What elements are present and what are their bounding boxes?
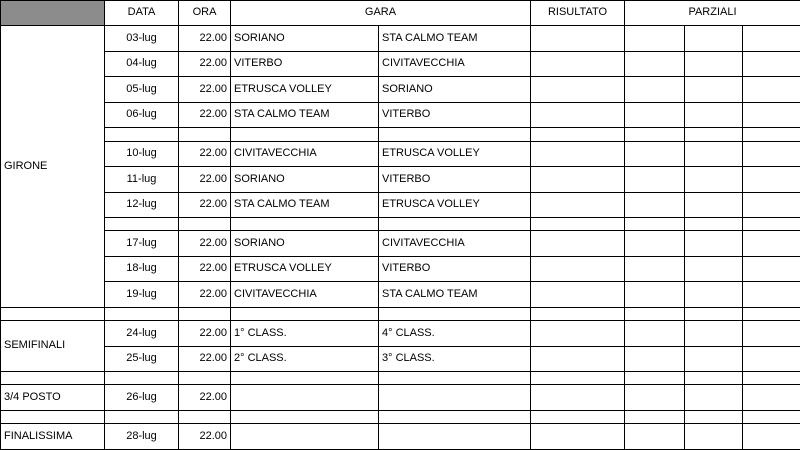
cell-parziale-1 — [625, 141, 685, 166]
table-row — [1, 77, 800, 102]
cell-team-away: CIVITAVECCHIA — [379, 231, 531, 256]
table-row — [1, 282, 800, 307]
cell-parziale-3 — [743, 51, 800, 76]
cell-team-away: VITERBO — [379, 102, 531, 127]
cell-parziale-3 — [743, 346, 800, 371]
table-row — [1, 26, 800, 51]
table-row — [1, 424, 800, 450]
cell-risultato — [531, 77, 625, 102]
cell-parziale-3 — [743, 102, 800, 127]
cell-team-home: SORIANO — [231, 167, 379, 192]
cell-team-home: CIVITAVECCHIA — [231, 141, 379, 166]
table-row — [1, 167, 800, 192]
cell-team-home: SORIANO — [231, 231, 379, 256]
cell-team-away: 3° CLASS. — [379, 346, 531, 371]
cell-data: 11-lug — [105, 167, 179, 192]
cell-parziale-3 — [743, 128, 800, 141]
cell-parziale-2 — [685, 77, 743, 102]
cell-parziale-1 — [625, 167, 685, 192]
gap-cell — [625, 307, 685, 320]
cell-risultato — [531, 256, 625, 281]
cell-team-home: ETRUSCA VOLLEY — [231, 77, 379, 102]
gap-cell — [105, 410, 179, 423]
cell-risultato — [531, 282, 625, 307]
cell-parziale-3 — [743, 231, 800, 256]
table-row — [1, 102, 800, 127]
gap-cell — [743, 410, 800, 423]
cell-ora: 22.00 — [179, 141, 231, 166]
section-gap-row — [1, 372, 800, 385]
cell-parziale-1 — [625, 51, 685, 76]
cell-ora: 22.00 — [179, 102, 231, 127]
gap-cell — [743, 307, 800, 320]
cell-parziale-3 — [743, 26, 800, 51]
cell-risultato — [531, 141, 625, 166]
cell-parziale-3 — [743, 77, 800, 102]
table-row — [1, 346, 800, 371]
cell-data: 26-lug — [105, 385, 179, 410]
table-header-row — [1, 1, 800, 26]
gap-cell — [179, 307, 231, 320]
table-row — [1, 385, 800, 410]
cell-ora: 22.00 — [179, 192, 231, 217]
cell-parziale-2 — [685, 321, 743, 346]
gap-cell — [685, 372, 743, 385]
cell-team-home — [231, 128, 379, 141]
table-row — [1, 256, 800, 281]
cell-team-away — [379, 128, 531, 141]
cell-data — [105, 128, 179, 141]
cell-parziale-2 — [685, 346, 743, 371]
cell-team-away: VITERBO — [379, 256, 531, 281]
cell-risultato — [531, 167, 625, 192]
gap-cell — [179, 372, 231, 385]
cell-team-home: 1° CLASS. — [231, 321, 379, 346]
cell-risultato — [531, 51, 625, 76]
cell-ora: 22.00 — [179, 385, 231, 410]
cell-parziale-2 — [685, 231, 743, 256]
cell-parziale-1 — [625, 26, 685, 51]
cell-parziale-2 — [685, 256, 743, 281]
table-row — [1, 141, 800, 166]
cell-risultato — [531, 321, 625, 346]
cell-parziale-1 — [625, 282, 685, 307]
cell-team-home — [231, 385, 379, 410]
cell-team-away: STA CALMO TEAM — [379, 26, 531, 51]
header-parziali: PARZIALI — [625, 1, 800, 26]
cell-parziale-2 — [685, 385, 743, 410]
cell-team-home: 2° CLASS. — [231, 346, 379, 371]
cell-parziale-3 — [743, 218, 800, 231]
gap-cell — [1, 307, 105, 320]
cell-data: 18-lug — [105, 256, 179, 281]
gap-cell — [625, 372, 685, 385]
cell-ora: 22.00 — [179, 77, 231, 102]
cell-ora: 22.00 — [179, 282, 231, 307]
cell-risultato — [531, 192, 625, 217]
cell-team-away: ETRUSCA VOLLEY — [379, 192, 531, 217]
section-gap-row — [1, 410, 800, 423]
cell-parziale-2 — [685, 102, 743, 127]
cell-team-away — [379, 424, 531, 450]
cell-parziale-3 — [743, 192, 800, 217]
section-label-finalissima: FINALISSIMA — [1, 424, 105, 450]
cell-parziale-2 — [685, 128, 743, 141]
cell-team-away: STA CALMO TEAM — [379, 282, 531, 307]
cell-team-away — [379, 218, 531, 231]
cell-risultato — [531, 231, 625, 256]
cell-parziale-3 — [743, 256, 800, 281]
gap-cell — [685, 307, 743, 320]
header-ora: ORA — [179, 1, 231, 26]
cell-team-away: CIVITAVECCHIA — [379, 51, 531, 76]
cell-risultato — [531, 128, 625, 141]
gap-cell — [105, 372, 179, 385]
cell-data: 25-lug — [105, 346, 179, 371]
cell-parziale-2 — [685, 26, 743, 51]
section-label-terzo-quarto-posto: 3/4 POSTO — [1, 385, 105, 410]
cell-ora: 22.00 — [179, 321, 231, 346]
header-data: DATA — [105, 1, 179, 26]
cell-team-home — [231, 424, 379, 450]
cell-ora — [179, 128, 231, 141]
cell-risultato — [531, 218, 625, 231]
gap-cell — [105, 307, 179, 320]
cell-data: 28-lug — [105, 424, 179, 450]
cell-team-away: SORIANO — [379, 77, 531, 102]
cell-ora: 22.00 — [179, 231, 231, 256]
cell-data: 03-lug — [105, 26, 179, 51]
section-label-girone: GIRONE — [1, 26, 105, 307]
gap-cell — [531, 307, 625, 320]
cell-parziale-3 — [743, 141, 800, 166]
cell-ora: 22.00 — [179, 51, 231, 76]
cell-team-away: VITERBO — [379, 167, 531, 192]
cell-parziale-1 — [625, 102, 685, 127]
cell-data — [105, 218, 179, 231]
cell-risultato — [531, 102, 625, 127]
table-row — [1, 51, 800, 76]
gap-cell — [743, 372, 800, 385]
gap-cell — [231, 307, 379, 320]
gap-cell — [1, 372, 105, 385]
cell-data: 05-lug — [105, 77, 179, 102]
header-gara: GARA — [231, 1, 531, 26]
cell-team-home — [231, 218, 379, 231]
gap-cell — [531, 410, 625, 423]
cell-team-away — [379, 385, 531, 410]
table-row — [1, 321, 800, 346]
cell-parziale-2 — [685, 51, 743, 76]
table-row-blank — [1, 128, 800, 141]
cell-ora: 22.00 — [179, 26, 231, 51]
header-risultato: RISULTATO — [531, 1, 625, 26]
gap-cell — [231, 372, 379, 385]
cell-parziale-3 — [743, 167, 800, 192]
cell-data: 06-lug — [105, 102, 179, 127]
gap-cell — [379, 410, 531, 423]
corner-cell — [1, 1, 105, 26]
gap-cell — [625, 410, 685, 423]
section-gap-row — [1, 307, 800, 320]
cell-team-away: ETRUSCA VOLLEY — [379, 141, 531, 166]
cell-data: 04-lug — [105, 51, 179, 76]
cell-parziale-1 — [625, 192, 685, 217]
cell-parziale-1 — [625, 218, 685, 231]
cell-parziale-1 — [625, 385, 685, 410]
gap-cell — [685, 410, 743, 423]
cell-parziale-2 — [685, 192, 743, 217]
cell-parziale-1 — [625, 231, 685, 256]
table-row-blank — [1, 218, 800, 231]
cell-team-home: STA CALMO TEAM — [231, 192, 379, 217]
cell-parziale-1 — [625, 424, 685, 450]
cell-parziale-3 — [743, 385, 800, 410]
cell-team-away: 4° CLASS. — [379, 321, 531, 346]
cell-parziale-3 — [743, 321, 800, 346]
gap-cell — [231, 410, 379, 423]
cell-parziale-2 — [685, 218, 743, 231]
table-row — [1, 192, 800, 217]
cell-parziale-1 — [625, 321, 685, 346]
cell-ora: 22.00 — [179, 424, 231, 450]
cell-risultato — [531, 385, 625, 410]
cell-parziale-3 — [743, 282, 800, 307]
cell-parziale-2 — [685, 167, 743, 192]
cell-parziale-3 — [743, 424, 800, 450]
cell-risultato — [531, 346, 625, 371]
cell-parziale-2 — [685, 282, 743, 307]
cell-ora — [179, 218, 231, 231]
cell-data: 24-lug — [105, 321, 179, 346]
cell-parziale-1 — [625, 256, 685, 281]
cell-team-home: CIVITAVECCHIA — [231, 282, 379, 307]
cell-parziale-1 — [625, 346, 685, 371]
cell-parziale-1 — [625, 128, 685, 141]
cell-team-home: STA CALMO TEAM — [231, 102, 379, 127]
cell-ora: 22.00 — [179, 167, 231, 192]
cell-data: 12-lug — [105, 192, 179, 217]
gap-cell — [379, 372, 531, 385]
cell-parziale-2 — [685, 424, 743, 450]
cell-parziale-1 — [625, 77, 685, 102]
cell-risultato — [531, 26, 625, 51]
cell-data: 19-lug — [105, 282, 179, 307]
section-label-semifinali: SEMIFINALI — [1, 321, 105, 372]
gap-cell — [379, 307, 531, 320]
cell-team-home: SORIANO — [231, 26, 379, 51]
gap-cell — [531, 372, 625, 385]
cell-ora: 22.00 — [179, 256, 231, 281]
cell-ora: 22.00 — [179, 346, 231, 371]
cell-risultato — [531, 424, 625, 450]
cell-parziale-2 — [685, 141, 743, 166]
cell-data: 10-lug — [105, 141, 179, 166]
cell-data: 17-lug — [105, 231, 179, 256]
cell-team-home: ETRUSCA VOLLEY — [231, 256, 379, 281]
gap-cell — [179, 410, 231, 423]
gap-cell — [1, 410, 105, 423]
table-row — [1, 231, 800, 256]
cell-team-home: VITERBO — [231, 51, 379, 76]
